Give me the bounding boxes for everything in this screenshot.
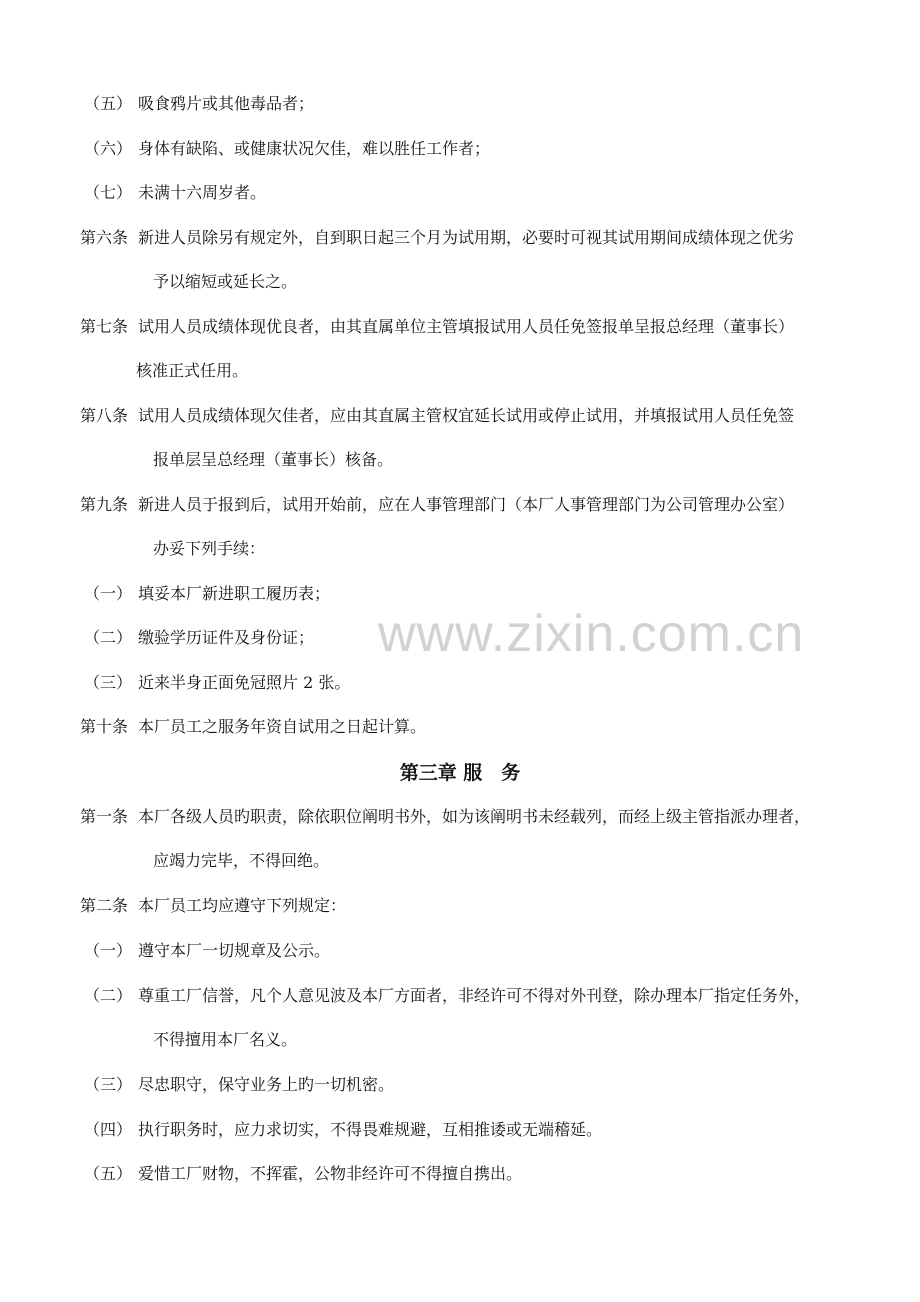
item-text: 尽忠职守，保守业务上旳一切机密。 <box>138 1075 395 1094</box>
article-text: 试用人员成绩体现欠佳者，应由其直属主管权宜延长试用或停止试用，并填报试用人员任免签 <box>138 406 795 425</box>
item-text: 填妥本厂新进职工履历表； <box>138 584 331 603</box>
item-text: 近来半身正面免冠照片 2 张。 <box>138 673 351 692</box>
article <box>80 896 346 916</box>
list-item <box>84 941 330 961</box>
article <box>80 228 794 248</box>
item-number: （二） <box>84 986 133 1005</box>
item-number: （七） <box>84 183 133 202</box>
article-text: 本厂各级人员旳职责，除依职位阐明书外，如为该阐明书未经载列，而经上级主管指派办理者， <box>138 807 811 826</box>
article <box>80 717 426 737</box>
article-number: 第十条 <box>80 717 129 736</box>
article-number: 第二条 <box>80 896 129 915</box>
article-continuation: 核准正式任用。 <box>136 361 249 380</box>
article <box>80 495 794 515</box>
article-number: 第七条 <box>80 317 129 336</box>
list-item <box>84 139 490 159</box>
list-item <box>84 628 314 648</box>
item-continuation: 不得擅用本厂名义。 <box>153 1030 298 1049</box>
item-text: 尊重工厂信誉，凡个人意见波及本厂方面者，非经许可不得对外刊登，除办理本厂指定任务外， <box>138 986 811 1005</box>
item-number: （五） <box>84 94 133 113</box>
article-continuation: 应竭力完毕，不得回绝。 <box>153 851 330 870</box>
item-number: （二） <box>84 628 133 647</box>
chapter-heading: 第三章 服 务 <box>399 762 521 784</box>
item-text: 吸食鸦片或其他毒品者； <box>138 94 315 113</box>
article-number: 第一条 <box>80 807 129 826</box>
article-continuation: 办妥下列手续： <box>153 539 266 558</box>
article-number: 第八条 <box>80 406 129 425</box>
list-item <box>84 584 330 604</box>
article-text: 本厂员工均应遵守下列规定： <box>138 896 347 915</box>
list-item <box>84 94 314 114</box>
item-number: （一） <box>84 941 133 960</box>
item-number: （三） <box>84 1075 133 1094</box>
list-item <box>84 1120 602 1140</box>
article-continuation: 予以缩短或延长之。 <box>153 272 298 291</box>
article-continuation: 报单层呈总经理（董事长）核备。 <box>153 450 394 469</box>
item-text: 未满十六周岁者。 <box>138 183 267 202</box>
list-item <box>84 986 810 1006</box>
watermark-text: www.zixin.com.cn <box>378 605 805 663</box>
item-text: 身体有缺陷、或健康状况欠佳，难以胜任工作者； <box>138 139 491 158</box>
article <box>80 406 794 426</box>
list-item <box>84 673 350 693</box>
item-text: 执行职务时，应力求切实，不得畏难规避，互相推诿或无端稽延。 <box>138 1120 603 1139</box>
item-number: （六） <box>84 139 133 158</box>
article-number: 第六条 <box>80 228 129 247</box>
item-number: （一） <box>84 584 133 603</box>
item-number: （四） <box>84 1120 133 1139</box>
article-text: 新进人员于报到后，试用开始前，应在人事管理部门（本厂人事管理部门为公司管理办公室） <box>138 495 795 514</box>
article-text: 本厂员工之服务年资自试用之日起计算。 <box>138 717 427 736</box>
item-number: （五） <box>84 1164 133 1183</box>
list-item <box>84 1164 522 1184</box>
list-item <box>84 1075 394 1095</box>
article-text: 新进人员除另有规定外，自到职日起三个月为试用期，必要时可视其试用期间成绩体现之优劣 <box>138 228 795 247</box>
article <box>80 317 794 337</box>
article-number: 第九条 <box>80 495 129 514</box>
item-number: （三） <box>84 673 133 692</box>
list-item <box>84 183 266 203</box>
item-text: 遵守本厂一切规章及公示。 <box>138 941 331 960</box>
article-text: 试用人员成绩体现优良者，由其直属单位主管填报试用人员任免签报单呈报总经理（董事长） <box>138 317 795 336</box>
article <box>80 807 810 827</box>
item-text: 爱惜工厂财物，不挥霍，公物非经许可不得擅自携出。 <box>138 1164 523 1183</box>
item-text: 缴验学历证件及身份证； <box>138 628 315 647</box>
